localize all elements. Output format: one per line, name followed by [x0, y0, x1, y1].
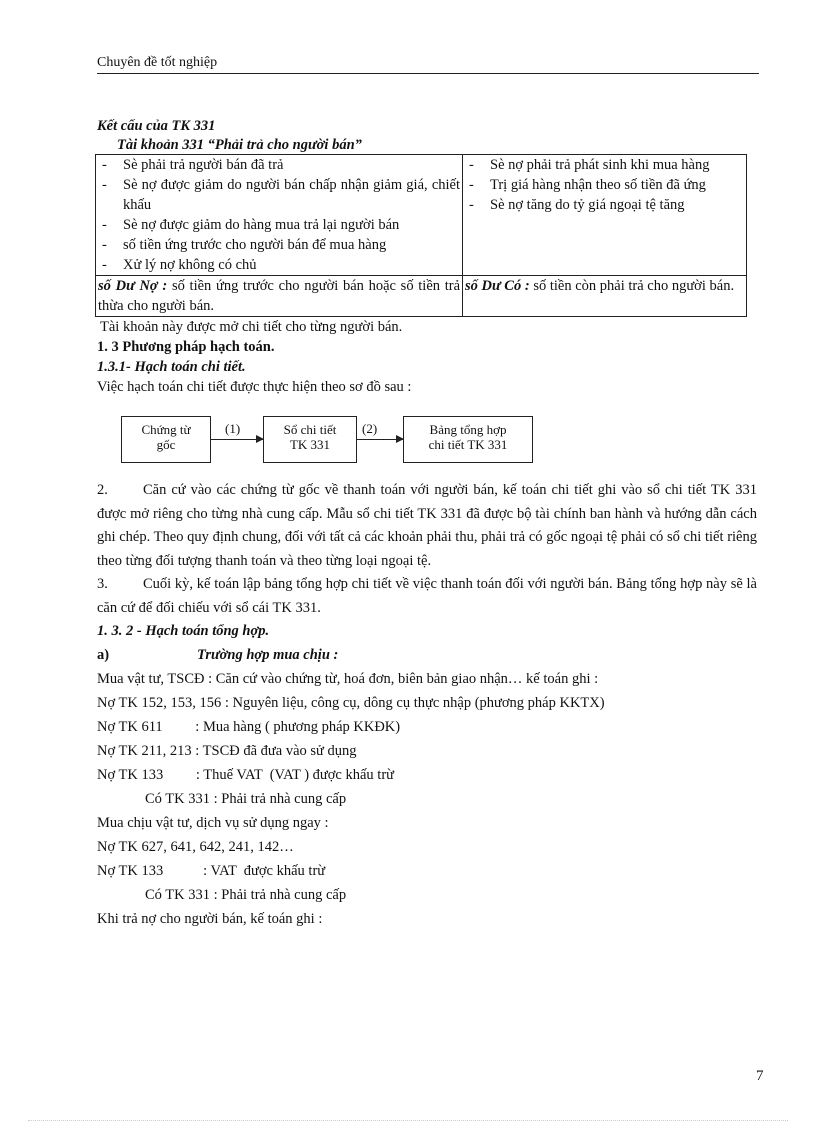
- entry-line: Mua vật tư, TSCĐ : Căn cứ vào chứng từ, hoá đơn, biên bản giao nhận… kế toán ghi :: [97, 671, 599, 687]
- box-label-line: Bảng tổng hợp: [429, 422, 507, 437]
- credit-item: - Sè nợ phải trả phát sinh khi mua hàng: [465, 155, 744, 175]
- debit-item: - Sè nợ được giảm do người bán chấp nhận giảm giá, chiết khấu: [98, 175, 460, 215]
- case-a-heading: [97, 643, 757, 667]
- debit-item: - Xử lý nợ không có chủ: [98, 255, 460, 275]
- box-label-line: chi tiết TK 331: [428, 437, 508, 452]
- arrow-1-label: (1): [225, 421, 241, 436]
- box-label-line: Sổ chi tiết: [283, 422, 337, 437]
- arrow-2-label: (2): [362, 421, 378, 436]
- section-title: Kết cấu của TK 331: [97, 118, 216, 134]
- case-a-title: Trường hợp mua chịu :: [197, 647, 339, 663]
- account-note: Tài khoản này được mở chi tiết cho từng người bán.: [100, 319, 403, 335]
- paragraph-2: [97, 479, 757, 573]
- credit-balance-label: số Dư Có :: [465, 278, 530, 294]
- account-title: Tài khoản 331 “Phải trả cho người bán”: [117, 137, 362, 153]
- flow-diagram: [97, 397, 757, 479]
- page-number: 7: [756, 1068, 764, 1084]
- paragraph-3: [97, 573, 757, 620]
- credit-balance-text: số tiền còn phải trả cho người bán.: [529, 278, 735, 294]
- entry-line: Nợ TK 133 : VAT được khấu trừ: [97, 863, 326, 879]
- arrow-1: [211, 439, 263, 440]
- box-label-line: gốc: [156, 437, 176, 452]
- entry-line: Khi trả nợ cho người bán, kế toán ghi :: [97, 911, 323, 927]
- paragraph-number: 2.: [97, 482, 108, 498]
- debit-item: - Sè nợ được giảm do hàng mua trả lại người bán: [98, 215, 460, 235]
- entry-line: Mua chịu vật tư, dịch vụ sử dụng ngay :: [97, 815, 329, 831]
- detail-ledger-box: [263, 416, 357, 463]
- credit-balance-cell: [463, 276, 747, 317]
- debit-balance-text: số tiền ứng trước cho người bán hoặc số tiền trả thừa cho người bán.: [98, 278, 461, 314]
- method-heading: 1. 3 Phương pháp hạch toán.: [97, 339, 275, 355]
- detail-heading: 1.3.1- Hạch toán chi tiết.: [97, 359, 246, 375]
- case-a-label: a): [97, 647, 110, 663]
- debit-item: - Sè phải trả người bán đã trả: [98, 155, 460, 175]
- arrow-2: [357, 439, 403, 440]
- paragraph-number: 3.: [97, 576, 108, 592]
- general-heading: 1. 3. 2 - Hạch toán tổng hợp.: [97, 623, 270, 639]
- page-header: Chuyên đề tốt nghiệp: [97, 55, 759, 74]
- summary-table-box: [403, 416, 533, 463]
- entry-line: Nợ TK 152, 153, 156 : Nguyên liệu, công cụ, dông cụ thực nhập (phương pháp KKTX): [97, 695, 605, 711]
- credit-side-cell: [463, 155, 747, 276]
- debit-balance-label: số Dư Nợ :: [98, 278, 168, 294]
- debit-item: - số tiền ứng trước cho người bán để mua hàng: [98, 235, 460, 255]
- account-structure-table: [95, 154, 747, 317]
- entry-line: Có TK 331 : Phải trả nhà cung cấp: [145, 791, 347, 807]
- detail-intro: Việc hạch toán chi tiết được thực hiện theo sơ đồ sau :: [97, 379, 412, 395]
- debit-side-cell: [96, 155, 463, 276]
- entry-line: Nợ TK 627, 641, 642, 241, 142…: [97, 839, 294, 855]
- credit-item: - Trị giá hàng nhận theo số tiền đã ứng: [465, 175, 744, 195]
- box-label-line: Chứng từ: [141, 422, 191, 437]
- source-documents-box: [121, 416, 211, 463]
- entry-line: Nợ TK 611 : Mua hàng ( phương pháp KKĐK): [97, 719, 401, 735]
- paragraph-text: Cuối kỳ, kế toán lập bảng tổng hợp chi tiết về việc thanh toán đối với người bán. Bảng tổng hợp này sẽ là căn cứ để đối chiếu với sổ cái TK 331.: [97, 576, 757, 616]
- page-bottom-divider: [28, 1120, 788, 1121]
- box-label-line: TK 331: [289, 437, 331, 452]
- debit-balance-cell: [96, 276, 463, 317]
- entry-line: Có TK 331 : Phải trả nhà cung cấp: [145, 887, 347, 903]
- paragraph-text: Căn cứ vào các chứng từ gốc về thanh toán với người bán, kế toán chi tiết ghi vào sổ chi tiết TK 331 được mở riêng cho từng nhà cung cấp. Mẫu sổ chi tiết TK 331 đã được bộ tài chính ban hành và hướng dẫn cách ghi chép. Theo quy định chung, đối với tất cả các khoản phải thu, phải trả có gốc ngoại tệ phải có sổ chi tiết riêng theo từng đối tượng thanh toán và theo từng loại ngoại tệ.: [97, 482, 757, 569]
- entry-line: Nợ TK 211, 213 : TSCĐ đã đưa vào sử dụng: [97, 743, 357, 759]
- page-content: [97, 116, 757, 931]
- credit-item: - Sè nợ tăng do tỷ giá ngoại tệ tăng: [465, 195, 744, 215]
- entry-line: Nợ TK 133 : Thuế VAT (VAT ) được khấu trừ: [97, 767, 395, 783]
